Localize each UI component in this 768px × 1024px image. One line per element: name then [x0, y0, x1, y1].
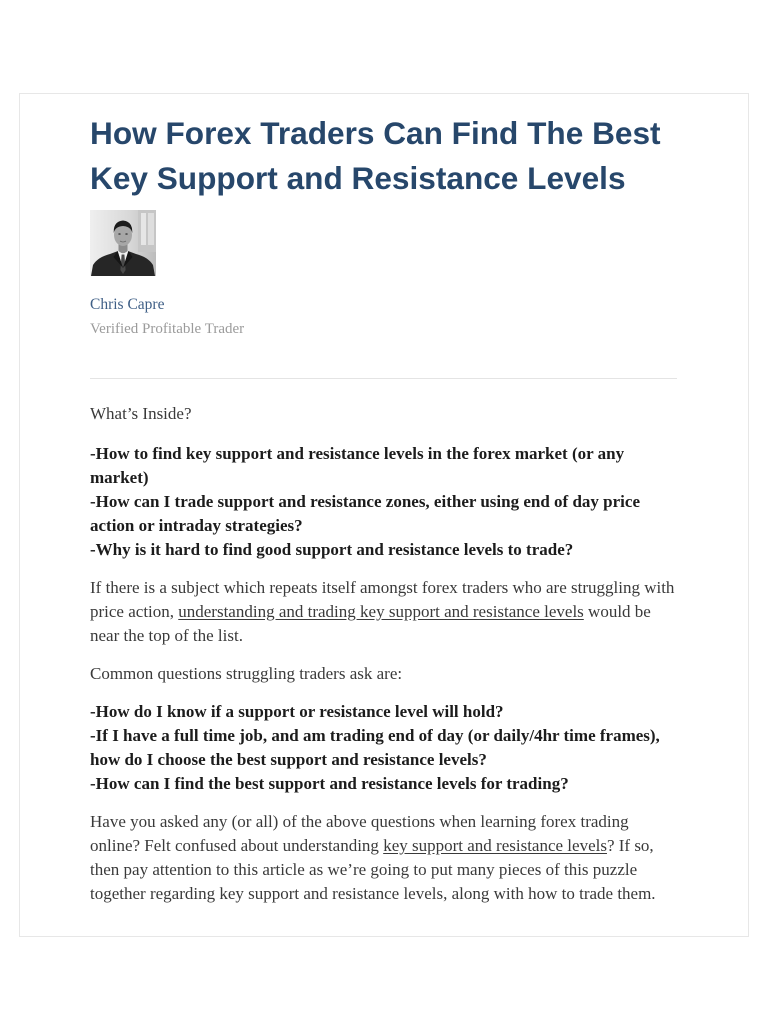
inside-list-item: -Why is it hard to find good support and resistance levels to trade?	[90, 540, 574, 559]
author-avatar[interactable]	[90, 210, 156, 276]
inside-list-item: -How to find key support and resistance levels in the forex market (or any market)	[90, 444, 625, 487]
support-resistance-article-link[interactable]: understanding and trading key support and resistance levels	[178, 602, 584, 621]
closing-paragraph-text-before: Have you asked any (or all) of the above questions when learning forex trading online? Felt confused about understanding	[90, 812, 629, 855]
questions-intro: Common questions struggling traders ask are:	[90, 664, 403, 683]
intro-paragraph-text-after: would be near the top of the list.	[90, 602, 651, 645]
author-photo-icon	[90, 210, 156, 276]
intro-paragraph	[90, 576, 677, 648]
intro-paragraph-text-before: If there is a subject which repeats itself amongst forex traders who are struggling with price action,	[90, 578, 675, 621]
inside-heading: What’s Inside?	[90, 404, 192, 423]
author-role: Verified Profitable Trader	[90, 321, 245, 337]
key-levels-article-link[interactable]: key support and resistance levels	[383, 836, 607, 855]
question-item: -If I have a full time job, and am trading end of day (or daily/4hr time frames), how do I choose the best support and resistance levels?	[90, 726, 660, 769]
question-item: -How do I know if a support or resistance level will hold?	[90, 702, 504, 721]
closing-paragraph-text-after: ? If so, then pay attention to this article as we’re going to put many pieces of this puzzle together regarding key support and resistance levels, along with how to trade them.	[90, 836, 656, 903]
question-item: -How can I find the best support and resistance levels for trading?	[90, 774, 569, 793]
closing-paragraph	[90, 810, 677, 906]
article-body	[90, 402, 677, 906]
author-name-row	[90, 292, 677, 317]
inside-list	[90, 442, 677, 562]
article-title: How Forex Traders Can Find The Best Key Support and Resistance Levels	[90, 115, 661, 196]
author-name-link[interactable]: Chris Capre	[90, 296, 165, 313]
questions-list	[90, 700, 677, 796]
header-divider	[90, 378, 677, 379]
article-content	[90, 111, 677, 920]
inside-list-item: -How can I trade support and resistance zones, either using end of day price action or intraday strategies?	[90, 492, 640, 535]
